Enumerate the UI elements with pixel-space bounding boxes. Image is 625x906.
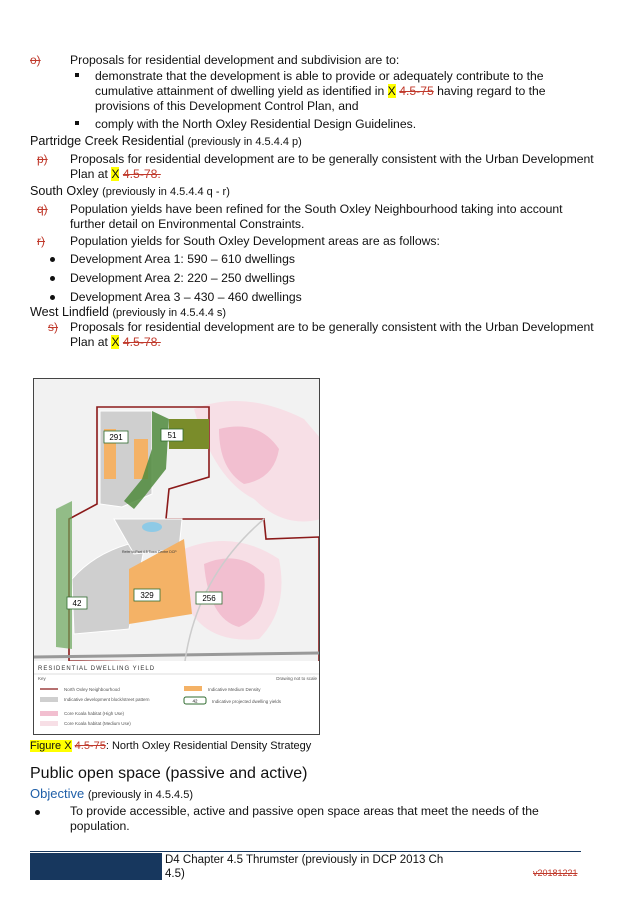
square-bullet-icon [75, 121, 79, 125]
yield-256: 256 [202, 594, 216, 603]
footer-bar [30, 853, 162, 880]
green-corridor [56, 501, 72, 649]
south-oxley-heading: South Oxley (previously in 4.5.4.4 q - r) [30, 184, 230, 198]
deleted-ref: 4.5-78. [122, 167, 161, 181]
bullet-dot-icon [50, 276, 55, 281]
area-2: Development Area 2: 220 – 250 dwellings [70, 271, 295, 285]
yield-291: 291 [109, 433, 123, 442]
legend-item-boundary: North Oxley Neighbourhood [64, 687, 120, 692]
legend-item-blocks: Indicative development block/street pattern [64, 697, 150, 702]
west-lindfield-heading: West Lindfield (previously in 4.5.4.4 s) [30, 305, 227, 319]
item-r-line1: Population yields for South Oxley Development areas are as follows: [70, 234, 440, 248]
town-centre-note: Refer to Part 4.5 Town Centre DCP [122, 550, 177, 554]
scale-note: Drawing not to scale [276, 676, 317, 681]
footer-text: D4 Chapter 4.5 Thrumster (previously in DCP 2013 Ch 4.5) [165, 854, 444, 880]
item-o-text: Proposals for residential development and subdivision are to: [70, 53, 400, 67]
legend-key-label: Key [38, 676, 46, 681]
map-title: RESIDENTIAL DWELLING YIELD [38, 666, 156, 672]
item-letter-r: r) [37, 234, 45, 248]
deleted-ref: 4.5-78. [122, 335, 161, 349]
item-letter-q: q) [37, 202, 48, 216]
placeholder-x: X [387, 84, 396, 98]
partridge-line1: Proposals for residential development are to be generally consistent with the Urban Development [70, 152, 594, 166]
item-q-line2: further detail on Environmental Constraints. [70, 217, 305, 231]
version-stamp: v20181221 [533, 868, 578, 878]
item-letter-s: s) [48, 320, 58, 334]
deleted-ref: 4.5-75 [399, 84, 434, 98]
yield-42: 42 [72, 599, 82, 608]
legend-blocks-swatch [40, 697, 58, 702]
bullet-dot-icon [50, 295, 55, 300]
residential-dwelling-yield-map [33, 378, 320, 735]
west-lindfield-line2: Plan at X 4.5-78. [70, 335, 161, 349]
footer-rule [30, 851, 581, 852]
item-letter-p: p) [37, 152, 48, 166]
legend-koala-medium-swatch [40, 721, 58, 726]
placeholder-x: X [111, 167, 120, 181]
water-body [142, 522, 162, 532]
legend-item-koala-medium: Core Koala habitat (Medium Use) [64, 721, 131, 726]
legend-item-yields: Indicative projected dwelling yields [212, 699, 282, 704]
map-svg [34, 379, 320, 735]
partridge-line2: Plan at X 4.5-78. [70, 167, 161, 181]
legend-koala-high-swatch [40, 711, 58, 716]
west-lindfield-line1: Proposals for residential development are to be generally consistent with the Urban Development [70, 320, 594, 334]
area-1: Development Area 1: 590 – 610 dwellings [70, 252, 295, 266]
legend-yield-sample: 42 [192, 698, 198, 704]
legend-item-koala-high: Core Koala habitat (High Use) [64, 711, 125, 716]
item-q-line1: Population yields have been refined for the South Oxley Neighbourhood taking into account [70, 202, 563, 216]
item-letter-o: o) [30, 53, 41, 67]
legend-medium-density-swatch [184, 686, 202, 691]
section-heading: Public open space (passive and active) [30, 765, 308, 782]
bullet-1-line1: demonstrate that the development is able to provide or adequately contribute to the [95, 69, 544, 83]
figure-caption: Figure X 4.5-75: North Oxley Residential Density Strategy [30, 740, 312, 752]
square-bullet-icon [75, 73, 79, 77]
objective-bullet-line2: population. [70, 819, 130, 833]
bullet-2-line1: comply with the North Oxley Residential Design Guidelines. [95, 117, 417, 131]
bullet-dot-icon [50, 257, 55, 262]
area-3: Development Area 3 – 430 – 460 dwellings [70, 290, 302, 304]
bullet-1-line2: cumulative attainment of dwelling yield as identified in X 4.5-75 having regard to the [95, 84, 546, 98]
yield-329: 329 [140, 591, 154, 600]
yield-51: 51 [167, 431, 177, 440]
partridge-heading: Partridge Creek Residential (previously in 4.5.4.4 p) [30, 134, 302, 148]
placeholder-x: X [111, 335, 120, 349]
bullet-1-line3: provisions of this Development Control Plan, and [95, 99, 359, 113]
objective-bullet-line1: To provide accessible, active and passive open space areas that meet the needs of the [70, 804, 539, 818]
legend-item-medium-density: Indicative Medium Density [208, 687, 261, 692]
bullet-dot-icon [35, 810, 40, 815]
objective-heading: Objective (previously in 4.5.4.5) [30, 786, 193, 801]
